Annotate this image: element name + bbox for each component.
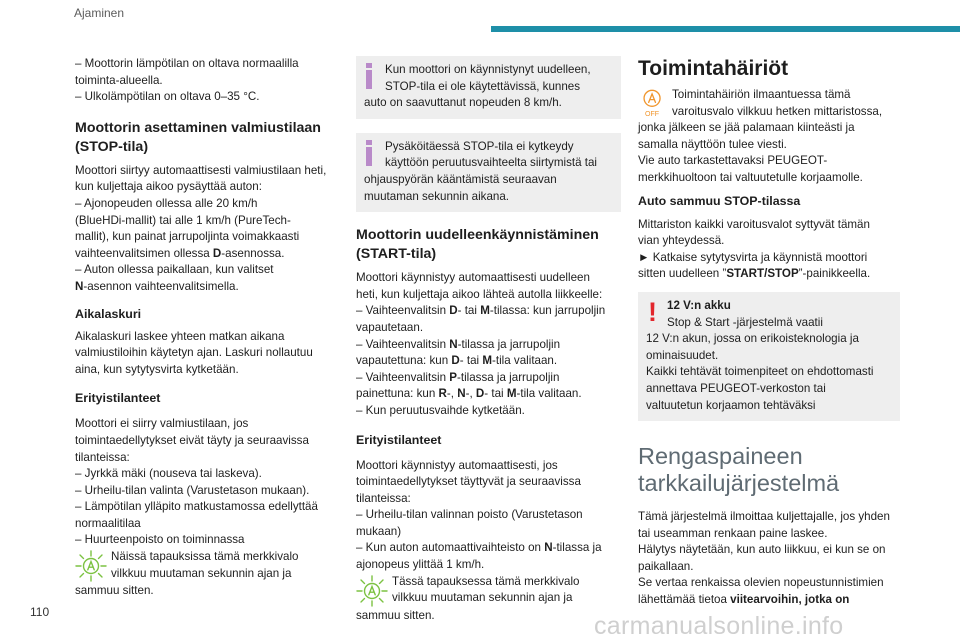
text-line: – Kun auton automaattivaihteisto on N-tilassa ja	[356, 541, 602, 555]
text-line: merkkihuoltoon tai valtuutetulle korjaamolle.	[638, 170, 863, 184]
text-line: Tässä tapauksessa tämä merkkivalo	[392, 574, 580, 588]
text-line: muutaman sekunnin aikana.	[364, 189, 510, 203]
note-title: 12 V:n akku	[667, 298, 731, 312]
text-line: Se vertaa renkaissa olevien nopeustunnistimien	[638, 576, 884, 590]
text-line: jonka jälkeen se jää palamaan kiinteästi ja	[638, 121, 855, 135]
stop-start-fault-light-icon	[636, 87, 670, 119]
text-line: valmiustiloihin käytetyn ajan. Laskuri nollautuu	[75, 346, 313, 360]
text-line: sammuu sitten.	[356, 608, 435, 622]
text-line: kun kuljettaja aikoo pysäyttää auton:	[75, 180, 262, 194]
text-line: – Jyrkkä mäki (nouseva tai laskeva).	[75, 467, 262, 481]
text-line: – Vaihteenvalitsin D- tai M-tilassa: kun jarrupoljin	[356, 304, 606, 318]
heading-special-cases: Erityistilanteet	[75, 391, 161, 406]
text-line: ajonopeus ylittää 1 km/h.	[356, 558, 485, 572]
text-line: – Kun peruutusvaihde kytketään.	[356, 403, 525, 417]
heading-faults: Toimintahäiriöt	[638, 57, 789, 80]
text-line: Moottori käynnistyy automaattisesti, jos	[356, 458, 558, 472]
running-header: Ajaminen	[74, 6, 125, 20]
text-line: Vie auto tarkastettavaksi PEUGEOT-	[638, 154, 828, 168]
text-line: heti, kun kuljettaja aikoo lähteä autolla liikkeelle:	[356, 287, 603, 301]
text-line: normaalitilaa	[75, 516, 141, 530]
text-line: Moottori siirtyy automaattisesti valmiustilaan heti,	[75, 163, 327, 177]
text-line: Kaikki tehtävät toimenpiteet on ehdottomasti	[646, 365, 874, 379]
text-line: vapautettuna: kun D- tai M-tila valitaan.	[356, 354, 558, 368]
text-line: Moottori ei siirry valmiustilaan, jos	[75, 417, 249, 431]
text-line: – Urheilu-tilan valinta (Varustetason mukaan).	[75, 483, 310, 497]
text-line: vian yhteydessä.	[638, 234, 725, 248]
text-line: tai useamman renkaan paine laskee.	[638, 526, 828, 540]
info-note-restart	[356, 56, 621, 119]
text-line: – Auton ollessa paikallaan, kun valitset	[75, 263, 274, 277]
text-line: vilkkuu muutaman sekunnin ajan ja	[392, 591, 573, 605]
text-line: – Ulkolämpötilan on oltava 0–35 °C.	[75, 90, 260, 104]
text-line: lähettämää tietoa viitearvoihin, jotka on	[638, 593, 850, 607]
text-line: – Ajonopeuden ollessa alle 20 km/h	[75, 196, 258, 210]
heading-tpms: Rengaspaineen tarkkailujärjestelmä	[638, 443, 840, 497]
stop-start-warning-light-icon	[354, 574, 390, 608]
page-number: 110	[30, 605, 50, 619]
column-right	[638, 56, 900, 609]
text-line: Kun moottori on käynnistynyt uudelleen,	[385, 63, 591, 76]
text-line: samalla näyttöön tulee viesti.	[638, 137, 787, 151]
faults-paragraph	[638, 87, 900, 187]
text-line: STOP-tila ei ole käytettävissä, kunnes	[385, 79, 581, 93]
heading-timer: Aikalaskuri	[75, 306, 142, 321]
text-line: (BlueHDi-mallit) tai alle 1 km/h (PureTech-	[75, 213, 291, 227]
heading-auto-off: Auto sammuu STOP-tilassa	[638, 193, 801, 208]
heading-start-mode: Moottorin uudelleenkäynnistäminen (START-tila)	[356, 227, 599, 263]
info-icon	[366, 140, 372, 166]
text-line: Pysäköitäessä STOP-tila ei kytkeydy	[385, 139, 574, 153]
text-line: Toimintahäiriön ilmaantuessa tämä	[672, 88, 851, 101]
text-line: tilanteissa:	[75, 450, 130, 464]
stop-start-indicator-paragraph	[356, 574, 621, 625]
text-line: käyttöön peruutusvaihteelta siirtymistä tai	[385, 156, 598, 170]
column-middle	[356, 56, 621, 624]
text-line: mukaan)	[356, 524, 402, 538]
text-line: toiminta-alueella.	[75, 73, 163, 87]
text-line: Hälytys näytetään, kun auto liikkuu, ei kun se on	[638, 543, 886, 557]
text-line: – Moottorin lämpötilan on oltava normaalilla	[75, 57, 299, 70]
text-line: aina, kun sytytysvirta kytketään.	[75, 362, 239, 376]
text-line: tilanteissa:	[356, 491, 411, 505]
text-line: N-asennon vaihteenvalitsimella.	[75, 279, 239, 293]
text-line: Stop & Start -järjestelmä vaatii	[667, 315, 823, 329]
stop-start-indicator-paragraph	[75, 549, 347, 600]
text-line: valtuutetun korjaamon tehtäväksi	[646, 398, 816, 412]
text-line: ohjauspyörän kääntämistä seuraavan	[364, 172, 557, 186]
text-line: – Lämpötilan ylläpito matkustamossa edellyttää	[75, 500, 318, 514]
text-line: – Vaihteenvalitsin N-tilassa ja jarrupoljin	[356, 337, 561, 351]
text-line: vaihteenvalitsimen ollessa D-asennossa.	[75, 246, 285, 260]
text-line: Tämä järjestelmä ilmoittaa kuljettajalle, jos yhden	[638, 510, 890, 524]
text-line: – Urheilu-tilan valinnan poisto (Varustetason	[356, 508, 583, 522]
text-line: painettuna: kun R-, N-, D- tai M-tila valitaan.	[356, 387, 582, 401]
text-line: toimintaedellytykset täyttyvät ja seuraavissa	[356, 475, 581, 489]
text-line: annettava PEUGEOT-verkoston tai	[646, 381, 826, 395]
text-line: Moottori käynnistyy automaattisesti uudelleen	[356, 271, 590, 285]
text-line: – Huurteenpoisto on toiminnassa	[75, 533, 245, 547]
text-line: sitten uudelleen ”START/STOP”-painikkeella.	[638, 267, 871, 281]
text-line: vilkkuu muutaman sekunnin ajan ja	[111, 566, 292, 580]
text-line: ominaisuudet.	[646, 348, 719, 362]
text-line: ► Katkaise sytytysvirta ja käynnistä moottori	[638, 250, 868, 264]
warning-note-battery	[638, 292, 900, 421]
heading-special-cases: Erityistilanteet	[356, 432, 442, 447]
stop-start-warning-light-icon	[73, 549, 109, 583]
column-left	[75, 56, 347, 600]
text-line: vapautetaan.	[356, 320, 424, 334]
text-line: Aikalaskuri laskee yhteen matkan aikana	[75, 329, 285, 343]
header-accent-bar	[491, 26, 960, 32]
text-line: – Vaihteenvalitsin P-tilassa ja jarrupoljin	[356, 370, 560, 384]
text-line: mallit), kun painat jarrupoljinta voimakkaasti	[75, 230, 300, 244]
text-line: auto on saavuttanut nopeuden 8 km/h.	[364, 96, 562, 110]
warning-exclamation-icon: !	[648, 296, 657, 327]
text-line: varoitusvalo vilkkuu hetken mittaristossa,	[672, 104, 883, 118]
text-line: toimintaedellytykset eivät täyty ja seuraavissa	[75, 433, 309, 447]
text-line: sammuu sitten.	[75, 584, 154, 598]
info-note-parking	[356, 133, 621, 212]
text-line: Näissä tapauksissa tämä merkkivalo	[111, 550, 299, 564]
text-line: 12 V:n akun, jossa on erikoisteknologia ja	[646, 332, 859, 346]
info-icon	[366, 63, 372, 89]
text-line: paikallaan.	[638, 559, 694, 573]
text-line: Mittariston kaikki varoitusvalot syttyvät tämän	[638, 217, 870, 231]
svg-text:OFF: OFF	[645, 111, 660, 119]
watermark: carmanualsonline.info	[594, 612, 844, 640]
heading-stop-mode: Moottorin asettaminen valmiustilaan (STOP-tila)	[75, 119, 321, 155]
